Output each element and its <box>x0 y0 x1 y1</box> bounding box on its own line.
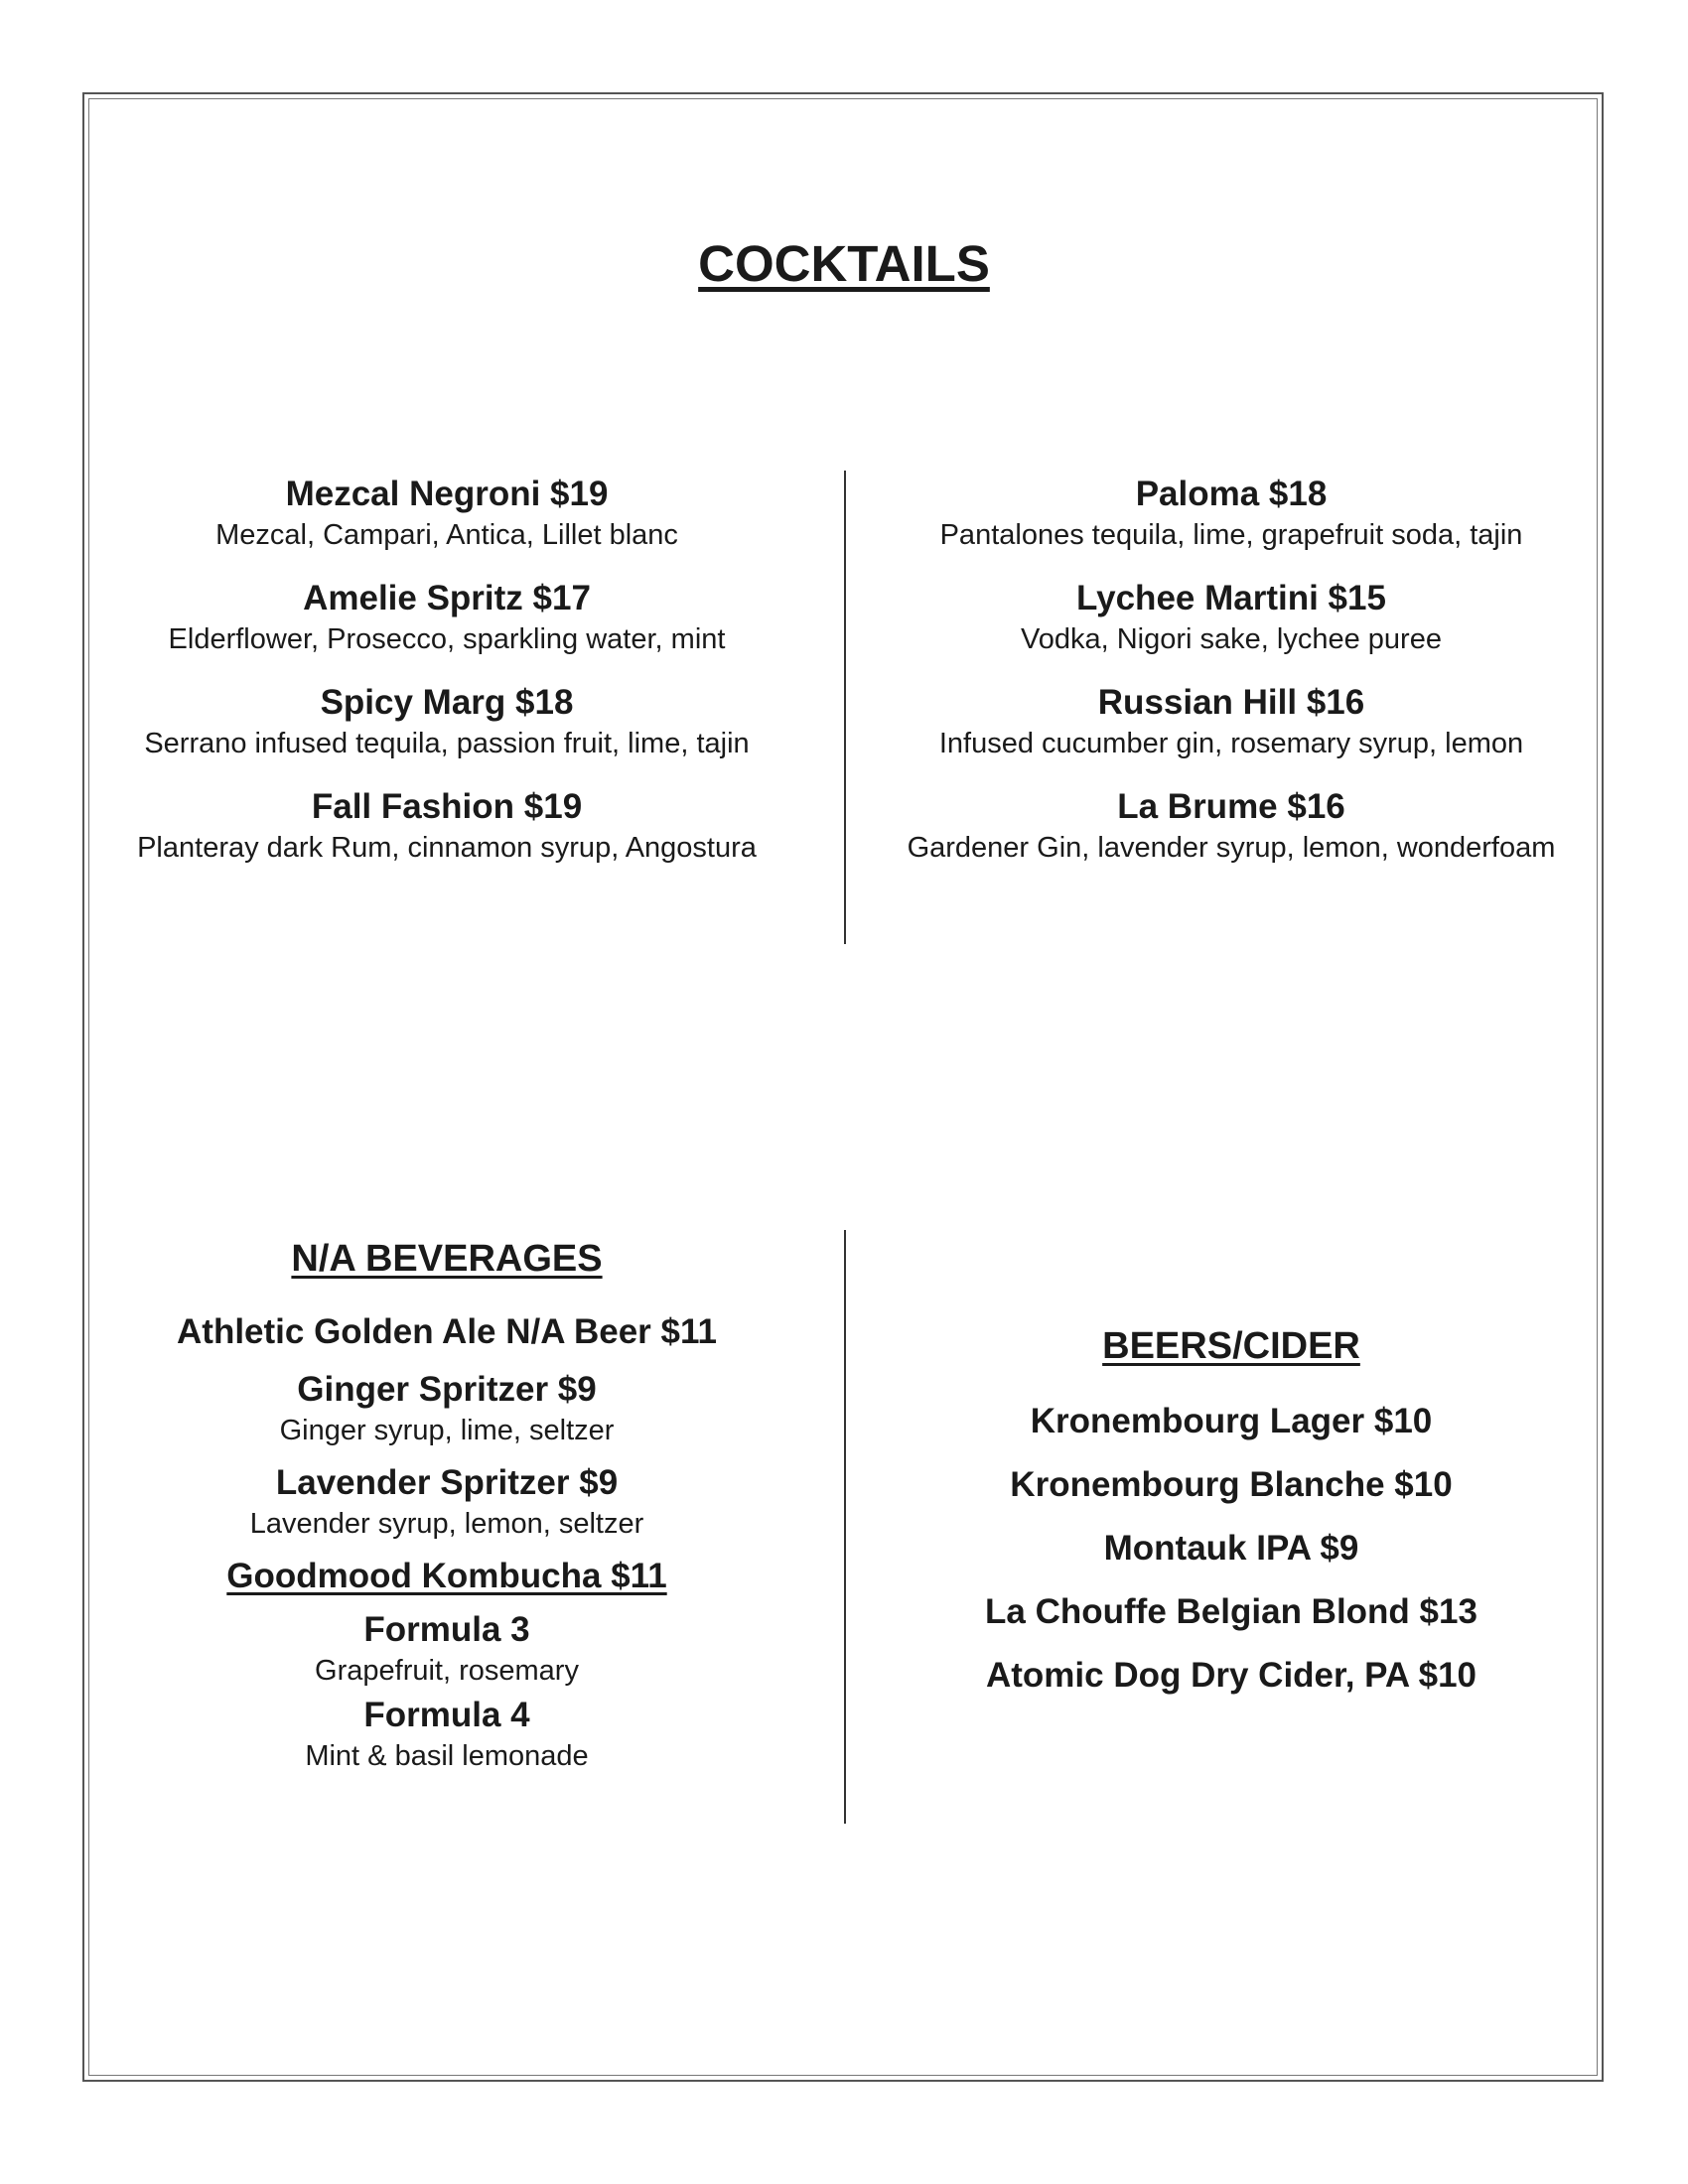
beers-cider-section <box>884 1322 1579 1717</box>
item-name: Paloma $18 <box>1135 475 1328 513</box>
menu-item <box>109 785 784 889</box>
item-name: Spicy Marg $18 <box>320 683 574 722</box>
beer-item: Kronembourg Lager $10 <box>1030 1402 1433 1440</box>
item-description: Ginger syrup, lime, seltzer <box>279 1415 615 1446</box>
item-description: Pantalones tequila, lime, grapefruit soda, tajin <box>939 519 1523 551</box>
beer-item: Kronembourg Blanche $10 <box>1010 1465 1453 1504</box>
item-description: Planteray dark Rum, cinnamon syrup, Angostura <box>137 832 757 864</box>
cocktails-column-divider <box>844 471 846 944</box>
beers-cider-title: BEERS/CIDER <box>1102 1325 1360 1367</box>
beer-item: Atomic Dog Dry Cider, PA $10 <box>985 1656 1477 1695</box>
menu-item <box>109 1608 784 1690</box>
item-name: Russian Hill $16 <box>1097 683 1365 722</box>
cocktails-left-column <box>109 473 784 889</box>
menu-item <box>109 1694 784 1775</box>
item-name: Amelie Spritz $17 <box>303 579 591 617</box>
item-description: Lavender syrup, lemon, seltzer <box>249 1508 644 1540</box>
menu-item <box>109 577 784 681</box>
item-name: Formula 3 <box>363 1610 530 1649</box>
beer-item: La Chouffe Belgian Blond $13 <box>985 1592 1477 1631</box>
beer-item: Montauk IPA $9 <box>1103 1529 1359 1568</box>
menu-item <box>884 681 1579 785</box>
item-description: Gardener Gin, lavender syrup, lemon, wonderfoam <box>907 832 1556 864</box>
menu-item <box>109 1368 784 1449</box>
item-description: Grapefruit, rosemary <box>315 1655 579 1687</box>
cocktails-title: COCKTAILS <box>698 235 990 292</box>
item-name: Mezcal Negroni $19 <box>285 475 609 513</box>
item-name: La Brume $16 <box>1117 787 1345 826</box>
na-beverages-section <box>109 1235 784 1779</box>
item-name: Lychee Martini $15 <box>1076 579 1386 617</box>
item-description: Infused cucumber gin, rosemary syrup, lemon <box>938 728 1524 759</box>
na-beverages-title: N/A BEVERAGES <box>291 1238 603 1280</box>
menu-item <box>884 577 1579 681</box>
item-name: Formula 4 <box>363 1696 530 1734</box>
na-beer-item: Athletic Golden Ale N/A Beer $11 <box>177 1312 717 1351</box>
menu-item <box>109 473 784 577</box>
item-description: Mezcal, Campari, Antica, Lillet blanc <box>215 519 678 551</box>
item-description: Vodka, Nigori sake, lychee puree <box>1021 623 1442 655</box>
kombucha-title: Goodmood Kombucha $11 <box>226 1557 667 1595</box>
menu-border-inner <box>88 98 1598 2076</box>
item-description: Elderflower, Prosecco, sparkling water, mint <box>168 623 726 655</box>
item-name: Ginger Spritzer $9 <box>297 1370 597 1409</box>
item-name: Lavender Spritzer $9 <box>275 1463 619 1502</box>
menu-item <box>109 681 784 785</box>
menu-item <box>884 473 1579 577</box>
item-description: Serrano infused tequila, passion fruit, lime, tajin <box>144 728 750 759</box>
menu-item <box>109 1461 784 1543</box>
lower-column-divider <box>844 1230 846 1824</box>
item-description: Mint & basil lemonade <box>305 1740 589 1772</box>
item-name: Fall Fashion $19 <box>311 787 583 826</box>
menu-item <box>884 785 1579 889</box>
cocktails-right-column <box>884 473 1579 889</box>
